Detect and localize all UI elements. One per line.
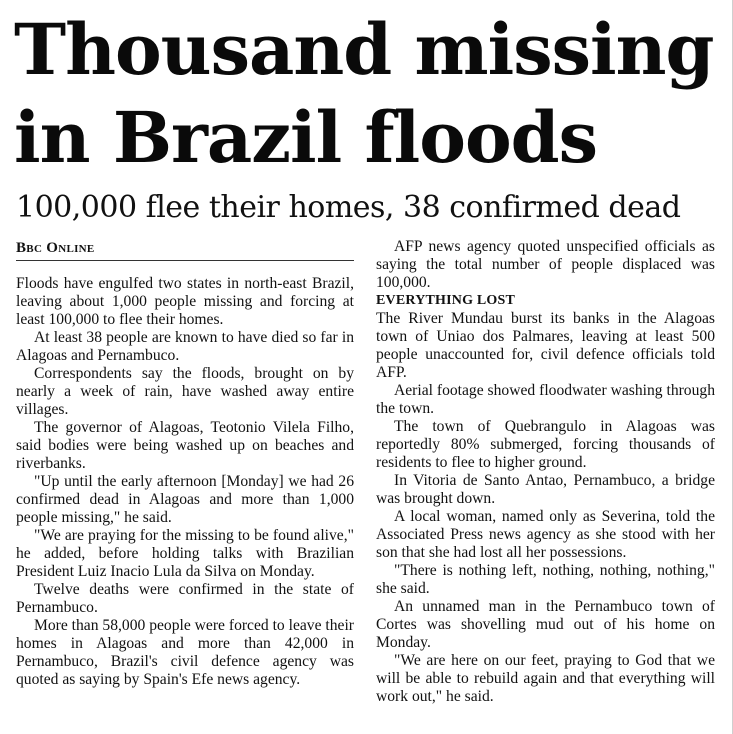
headline xyxy=(14,6,726,182)
paragraph: More than 58,000 people were forced to leave their homes in Alagoas and more than 42,000 in Pernambuco, Brazil's civil defence agency was quoted as saying by Spain's Efe news agency. xyxy=(16,617,354,688)
article-column-right xyxy=(376,238,715,706)
paragraph: Twelve deaths were confirmed in the state of Pernambuco. xyxy=(16,581,354,616)
headline-line-2: in Brazil floods xyxy=(14,96,597,179)
paragraph: The River Mundau burst its banks in the Alagoas town of Uniao dos Palmares, leaving at least 500 people unaccounted for, civil defence officials told AFP. xyxy=(376,310,715,381)
paragraph: The town of Quebrangulo in Alagoas was reportedly 80% submerged, forcing thousands of residents to flee to higher ground. xyxy=(376,418,715,471)
paragraph: Correspondents say the floods, brought on by nearly a week of rain, have washed away entire villages. xyxy=(16,365,354,418)
paragraph: "Up until the early afternoon [Monday] we had 26 confirmed dead in Alagoas and more than 1,000 people missing," he said. xyxy=(16,473,354,526)
headline-line-1: Thousand missing xyxy=(14,8,714,91)
paragraph: Floods have engulfed two states in north-east Brazil, leaving about 1,000 people missing and forcing at least 100,000 to flee their homes. xyxy=(16,275,354,328)
paragraph: A local woman, named only as Severina, told the Associated Press news agency as she stood with her son that she had lost all her possessions. xyxy=(376,508,715,561)
paragraph: "There is nothing left, nothing, nothing, nothing," she said. xyxy=(376,562,715,597)
standfirst: 100,000 flee their homes, 38 confirmed dead xyxy=(16,190,681,225)
paragraph: The governor of Alagoas, Teotonio Vilela Filho, said bodies were being washed up on beaches and riverbanks. xyxy=(16,419,354,472)
byline: Bbc Online xyxy=(16,240,354,261)
article-column-left xyxy=(16,275,354,689)
paragraph: In Vitoria de Santo Antao, Pernambuco, a bridge was brought down. xyxy=(376,472,715,507)
subheading: EVERYTHING LOST xyxy=(376,293,516,308)
paragraph: An unnamed man in the Pernambuco town of Cortes was shovelling mud out of his home on Monday. xyxy=(376,598,715,651)
paragraph: At least 38 people are known to have died so far in Alagoas and Pernambuco. xyxy=(16,329,354,364)
paragraph: AFP news agency quoted unspecified officials as saying the total number of people displaced was 100,000. xyxy=(376,238,715,291)
paragraph: Aerial footage showed floodwater washing through the town. xyxy=(376,382,715,417)
paragraph: "We are praying for the missing to be found alive," he added, before holding talks with Brazilian President Luiz Inacio Lula da Silva on Monday. xyxy=(16,527,354,580)
paragraph: "We are here on our feet, praying to God that we will be able to rebuild again and that everything will work out," he said. xyxy=(376,652,715,705)
